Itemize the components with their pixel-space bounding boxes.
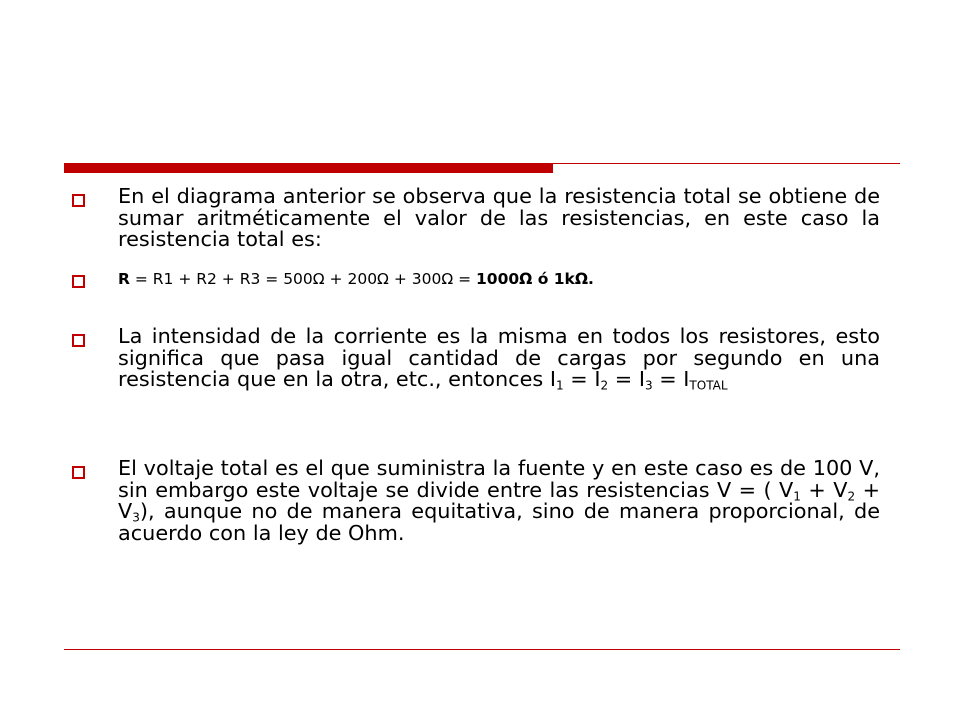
paragraph-total-resistance: En el diagrama anterior se observa que la resistencia total se obtiene de sumar aritméticamente el valor de las resistencias, en este caso la resistencia total es: [118,184,880,251]
paragraph-voltage: El voltaje total es el que suministra la fuente y en este caso es de 100 V, sin embargo este voltaje se divide entre las resistencias V = ( $V_1 + V_2 + V_3$), aunque no de manera equitativa, sino de manera proporcional, de acuerdo con la ley de Ohm. [118,456,880,545]
voltage-ending: ), aunque no de manera equitativa, sino de manera proporcional, de acuerdo con la ley de Ohm. [118,499,880,545]
current-i2: $I_2$ [594,367,609,393]
hollow-square-bullet-icon [72,334,85,347]
list-item-total-resistance [72,186,880,251]
list-item-formula [72,270,880,288]
current-i3: $I_3$ [638,367,653,393]
voltage-v1: $V_1$ [779,477,801,504]
voltage-description: El voltaje total es el que suministra la fuente y en este caso es de 100 V, sin embargo este voltaje se divide entre las resistencias V = ( [118,456,880,502]
hollow-square-bullet-icon [72,194,85,207]
top-accent-bar [64,164,553,173]
current-itotal: $I_{TOTAL}$ [683,367,728,393]
list-item-voltage [72,458,880,544]
hollow-square-bullet-icon [72,466,85,479]
bottom-divider-line [64,649,900,650]
voltage-v2: $V_2$ [833,477,856,504]
current-description: La intensidad de la corriente es la misma en todos los resistores, esto significa que pasa igual cantidad de cargas por segundo en una resistencia que en la otra, etc., entonces [118,324,880,391]
formula-text [118,270,880,288]
list-item-current [72,326,880,391]
paragraph-current: La intensidad de la corriente es la misma en todos los resistores, esto significa que pasa igual cantidad de cargas por segundo en una resistencia que en la otra, etc., entonces $I_1 = I_2 = I_3 = I_{TOTAL}$ [118,324,880,393]
voltage-v3: $V_3$ [118,499,140,525]
current-i1: $I_1$ [549,367,564,393]
formula-r-symbol: R [118,270,130,288]
formula-result: 1000Ω ó 1kΩ. [476,270,594,288]
hollow-square-bullet-icon [72,275,85,288]
formula-expression: = R1 + R2 + R3 = 500Ω + 200Ω + 300Ω = [129,270,477,288]
